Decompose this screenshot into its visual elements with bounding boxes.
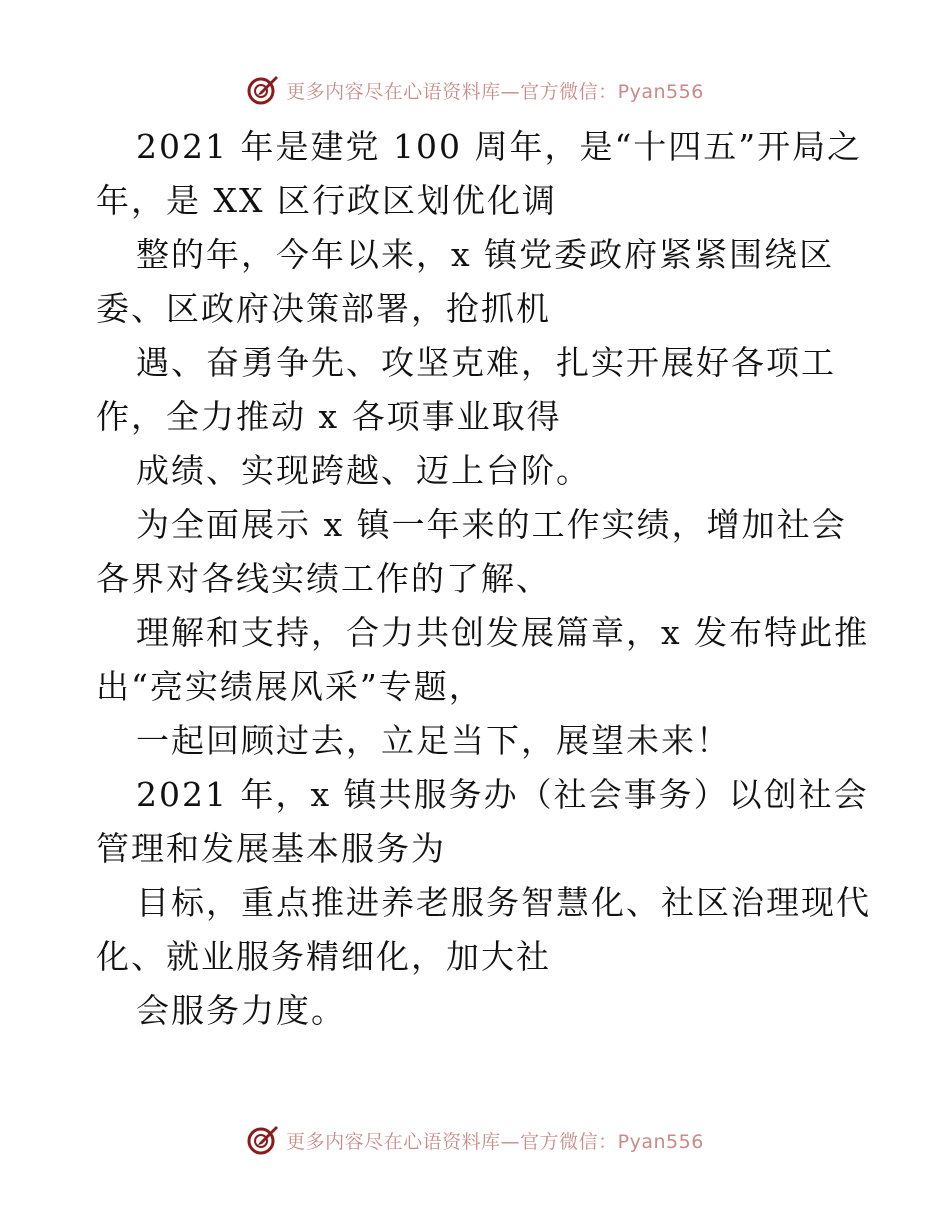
footer-banner bbox=[0, 1120, 950, 1160]
body-line-10: 理解和支持，合力共创发展篇章，x 发布特此推 bbox=[136, 613, 870, 652]
body-line-14: 管理和发展基本服务为 bbox=[96, 829, 446, 868]
pen-logo-icon bbox=[246, 1123, 280, 1157]
body-line-5: 遇、奋勇争先、攻坚克难，扎实开展好各项工 bbox=[136, 343, 836, 382]
body-line-15: 目标，重点推进养老服务智慧化、社区治理现代 bbox=[136, 883, 871, 922]
body-line-9: 各界对各线实绩工作的了解、 bbox=[96, 559, 551, 598]
pen-logo-icon bbox=[246, 73, 280, 107]
body-line-7: 成绩、实现跨越、迈上台阶。 bbox=[136, 451, 591, 490]
header-banner bbox=[0, 70, 950, 110]
footer-banner-text: 更多内容尽在心语资料库—官方微信：Pyan556 bbox=[286, 1130, 704, 1153]
header-banner-text: 更多内容尽在心语资料库—官方微信：Pyan556 bbox=[286, 80, 704, 103]
body-line-3: 整的年，今年以来，x 镇党委政府紧紧围绕区 bbox=[136, 235, 835, 274]
body-line-8: 为全面展示 x 镇一年来的工作实绩，增加社会 bbox=[136, 505, 847, 544]
body-line-17: 会服务力度。 bbox=[136, 991, 346, 1030]
body-line-6: 作，全力推动 x 各项事业取得 bbox=[96, 397, 562, 436]
body-line-16: 化、就业服务精细化，加大社 bbox=[96, 937, 551, 976]
body-line-13: 2021 年，x 镇共服务办（社会事务）以创社会 bbox=[136, 775, 869, 814]
document-body bbox=[96, 120, 871, 1038]
body-line-4: 委、区政府决策部署，抢抓机 bbox=[96, 289, 551, 328]
body-line-11: 出“亮实绩展风采”专题， bbox=[96, 667, 484, 706]
body-line-12: 一起回顾过去，立足当下，展望未来！ bbox=[136, 721, 731, 760]
body-line-1: 2021 年是建党 100 周年，是“十四五”开局之 bbox=[136, 127, 863, 166]
footer-banner-content bbox=[246, 1123, 704, 1157]
header-banner-content bbox=[246, 73, 704, 107]
body-line-2: 年，是 XX 区行政区划优化调 bbox=[96, 181, 557, 220]
